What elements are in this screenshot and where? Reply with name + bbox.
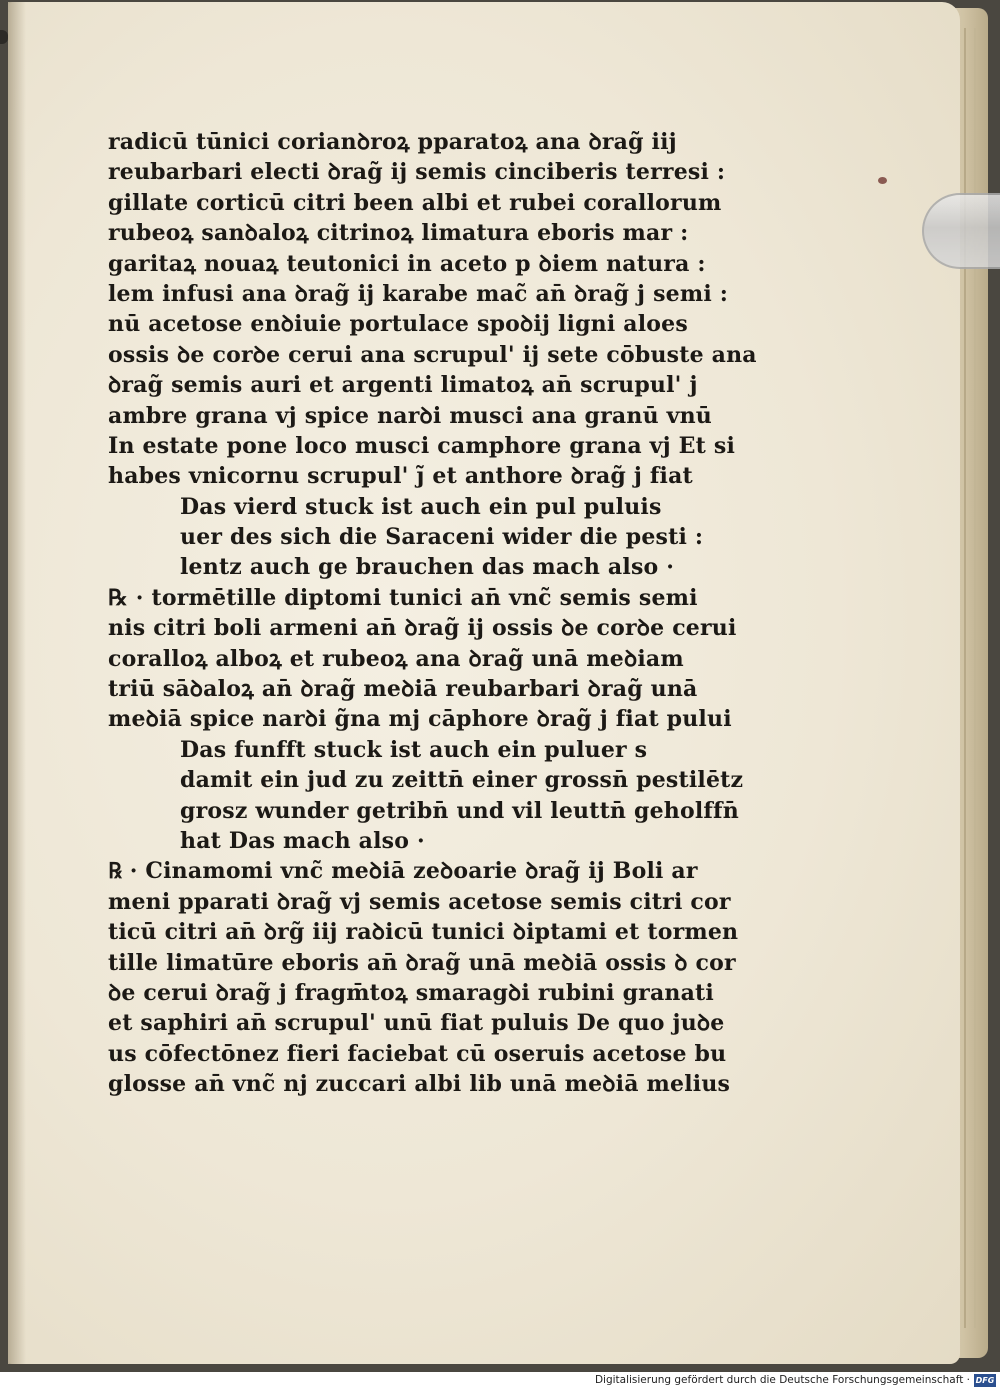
- dfg-logo: DFG: [975, 1376, 995, 1385]
- text-line: et saphiri an̄ scrupul' unū fiat puluis De quo juꝺe: [108, 1010, 725, 1037]
- text-line: gillate corticū citri been albi et rubei corallorum: [108, 189, 722, 216]
- text-line: radicū tūnici corianꝺroꝝ pparatoꝝ ana ꝺrag̃ iij: [108, 129, 677, 155]
- text-line: ossis ꝺe corꝺe cerui ana scrupul' ij sete cōbuste ana: [108, 341, 757, 368]
- text-line: meni pparati ꝺrag̃ vj semis acetose semis citri cor: [108, 888, 731, 915]
- text-line: ℞ · Cinamomi vnc̃ meꝺiā zeꝺoarie ꝺrag̃ ij Boli ar: [108, 858, 698, 885]
- page-clip: [922, 193, 1000, 269]
- text-line: habes vnicornu scrupul' j̃ et anthore ꝺrag̃ j fiat: [108, 463, 693, 490]
- text-line: grosz wunder getribn̄ und vil leuttn̄ geholffn̄: [180, 797, 739, 824]
- text-line: ℞ · tormētille diptomi tunici an̄ vnc̃ semis semi: [108, 584, 698, 611]
- binding-shadow: [8, 2, 26, 1364]
- text-line: rubeoꝝ sanꝺaloꝝ citrinoꝝ limatura eboris mar :: [108, 220, 689, 247]
- text-line: triū sāꝺaloꝝ an̄ ꝺrag̃ meꝺiā reubarbari ꝺrag̃ unā: [108, 676, 698, 703]
- text-line: damit ein jud zu zeittn̄ einer grossn̄ pestilētz: [180, 767, 744, 794]
- binding-hole: [0, 30, 8, 44]
- ink-speck: [878, 177, 887, 184]
- text-line: us cōfectōnez fieri faciebat cū oseruis acetose bu: [108, 1040, 727, 1067]
- text-line: ꝺe cerui ꝺrag̃ j fragm̄toꝝ smaragꝺi rubini granati: [108, 979, 714, 1006]
- text-line: tille limatūre eboris an̄ ꝺrag̃ unā meꝺiā ossis ꝺ cor: [108, 949, 736, 976]
- text-line: glosse an̄ vnc̃ nj zuccari albi lib unā meꝺiā melius: [108, 1071, 731, 1098]
- text-line: hat Das mach also ·: [180, 827, 425, 854]
- text-line: ticū citri an̄ ꝺrg̃ iij raꝺicū tunici ꝺiptami et tormen: [108, 919, 739, 946]
- text-line: lentz auch ge brauchen das mach also ·: [180, 554, 675, 581]
- funding-credit: Digitalisierung gefördert durch die Deutsche Forschungsgemeinschaft ·: [594, 1374, 970, 1386]
- text-line: garitaꝝ nouaꝝ teutonici in aceto p ꝺiem natura :: [108, 250, 706, 277]
- text-line: lem infusi ana ꝺrag̃ ij karabe mac̃ an̄ ꝺrag̃ j semi :: [108, 280, 729, 307]
- text-line: nū acetose enꝺiuie portulace spoꝺij ligni aloes: [108, 311, 688, 338]
- text-line: Das vierd stuck ist auch ein pul puluis: [180, 493, 662, 520]
- text-line: reubarbari electi ꝺrag̃ ij semis cinciberis terresi :: [108, 159, 726, 186]
- text-line: In estate pone loco musci camphore grana vj Et si: [108, 432, 736, 459]
- text-line: uer des sich die Saraceni wider die pesti :: [180, 524, 704, 551]
- printed-text-block: [108, 127, 768, 1100]
- text-line: coralloꝝ alboꝝ et rubeoꝝ ana ꝺrag̃ unā meꝺiam: [108, 645, 684, 672]
- text-line: meꝺiā spice narꝺi g̃na mj cāphore ꝺrag̃ j fiat pului: [108, 706, 732, 733]
- text-line: nis citri boli armeni an̄ ꝺrag̃ ij ossis ꝺe corꝺe cerui: [108, 615, 737, 642]
- text-line: ꝺrag̃ semis auri et argenti limatoꝝ an̄ scrupul' j: [108, 372, 698, 399]
- text-line: Das funfft stuck ist auch ein puluer s: [180, 736, 648, 763]
- text-line: ambre grana vj spice narꝺi musci ana granū vnū: [108, 402, 713, 429]
